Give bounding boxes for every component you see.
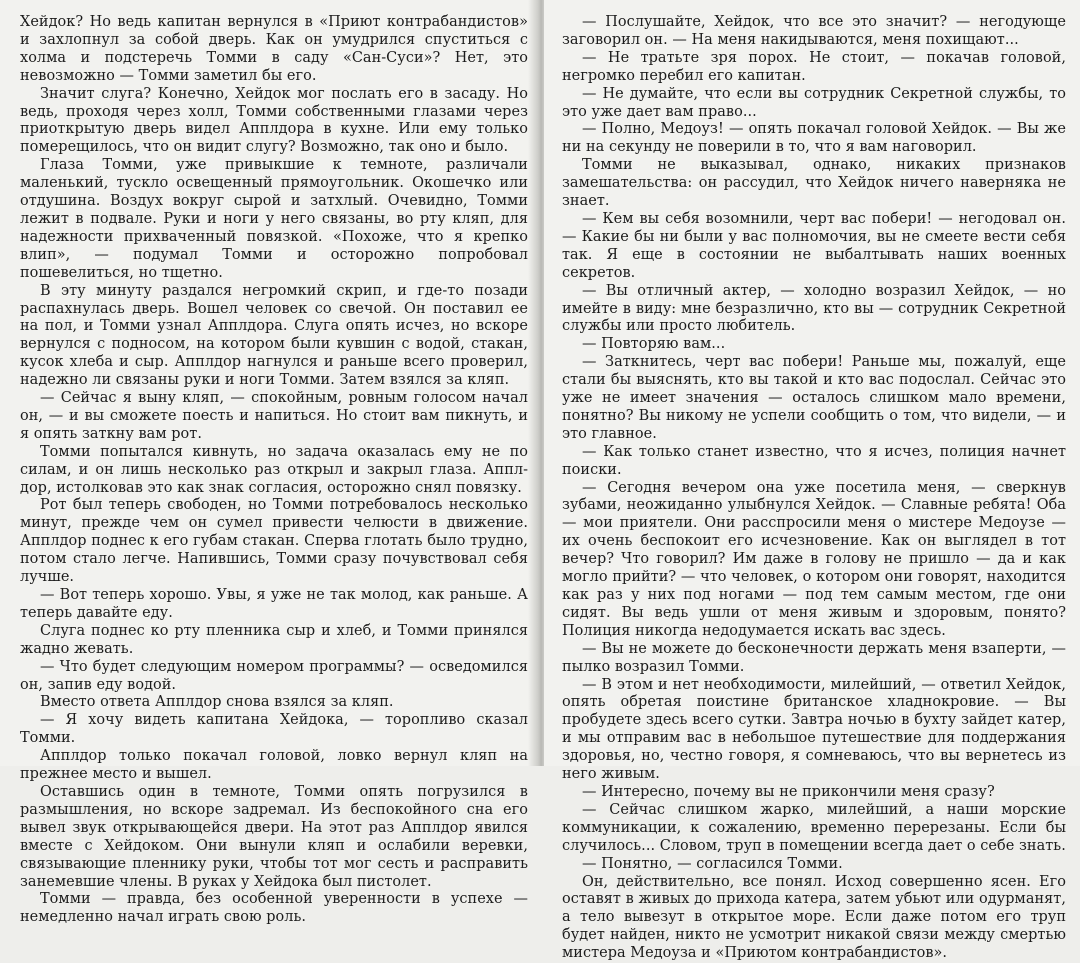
paragraph: — Повторяю вам... xyxy=(562,336,1066,354)
paragraph: — Полно, Медоуз! — опять покачал головой Хейдок. — Вы же ни на секунду не поверили в то, что я вам наговорил. xyxy=(562,121,1066,157)
paragraph: Томми — правда, без особенной уверенности в успехе — немедленно начал играть свою роль. xyxy=(20,891,528,927)
paragraph: — Не думайте, что если вы сотрудник Секретной службы, то это уже дает вам право... xyxy=(562,86,1066,122)
paragraph: В эту минуту раздался негромкий скрип, и где-то позади распахнулась дверь. Вошел человек со свечой. Он поставил ее на пол, и Томми узнал Апплдора. Слуга опять исчез, но вскоре вернулся с подносом, на котором были кувшин с водой, стакан, кусок хлеба и сыр. Апплдор нагнулся и раньше всего проверил, надежно ли связаны руки и ноги Томми. Затем взялся за кляп. xyxy=(20,283,528,390)
paragraph: — Не тратьте зря порох. Не стоит, — покачав головой, негромко перебил его капитан. xyxy=(562,50,1066,86)
paragraph: — Кем вы себя возомнили, черт вас побери! — негодовал он. — Какие бы ни были у вас полномочия, вы не смеете вести себя так. Я еще в состоянии не выбалтывать наших военных секретов. xyxy=(562,211,1066,283)
paragraph: Глаза Томми, уже привыкшие к темноте, различали маленький, тускло освещенный прямоугольник. Окошечко или отдушина. Воздух вокруг сырой и затхлый. Очевидно, Томми лежит в подвале. Руки и ноги у него связаны, во рту кляп, для надежности прихваченный повязкой. «Похоже, что я крепко влип», — подумал Томми и осторожно попробовал пошевелиться, но тщетно. xyxy=(20,157,528,282)
left-page xyxy=(0,0,536,766)
paragraph: — Сейчас слишком жарко, милейший, а наши морские коммуникации, к сожалению, временно перерезаны. Если бы случилось... Словом, труп в помещении всегда дает о себе знать. xyxy=(562,802,1066,856)
right-page xyxy=(544,0,1080,766)
paragraph: — Послушайте, Хейдок, что все это значит? — негодующе заговорил он. — На меня накидываются, меня похищают... xyxy=(562,14,1066,50)
paragraph: Он, действительно, все понял. Исход совершенно ясен. Его оставят в живых до прихода катера, затем убьют или одурманят, а тело вывезут в открытое море. Если даже потом его труп будет найден, никто не усмотрит никакой связи между смертью мистера Медоуза и «Приютом контрабандистов». xyxy=(562,874,1066,963)
paragraph: — Вы отличный актер, — холодно возразил Хейдок, — но имейте в виду: мне безразлично, кто вы — сотрудник Секретной службы или просто любитель. xyxy=(562,283,1066,337)
paragraph: — Сегодня вечером она уже посетила меня, — сверкнув зубами, неожиданно улыбнулся Хейдок. — Славные ребята! Оба — мои приятели. Они расспросили меня о мистере Медоузе — их очень беспокоит его исчезновение. Как он выглядел в тот вечер? Что говорил? Им даже в голову не пришло — да и как могло прийти? — что человек, о котором они говорят, находится как раз у них под ногами — под тем самым местом, где они сидят. Вы ведь ушли от меня живым и здоровым, понято? Полиция никогда недодумается искать вас здесь. xyxy=(562,480,1066,641)
paragraph: — Заткнитесь, черт вас побери! Раньше мы, пожалуй, еще стали бы выяснять, кто вы такой и кто вас подослал. Сейчас это уже не имеет значения — осталось слишком мало времени, понятно? Вы никому не успели сообщить о том, что видели, — и это главное. xyxy=(562,354,1066,444)
paragraph: Значит слуга? Конечно, Хейдок мог послать его в засаду. Но ведь, проходя через холл, Томми собственными глазами через приоткрытую дверь видел Апплдора в кухне. Или ему только померещилось, что он видит слугу? Возможно, так оно и было. xyxy=(20,86,528,158)
paragraph: Апплдор только покачал головой, ловко вернул кляп на прежнее место и вышел. xyxy=(20,748,528,784)
paragraph: — Сейчас я выну кляп, — спокойным, ровным голосом начал он, — и вы сможете поесть и напиться. Но стоит вам пикнуть, и я опять заткну вам рот. xyxy=(20,390,528,444)
paragraph: Вместо ответа Апплдор снова взялся за кляп. xyxy=(20,694,528,712)
paragraph: — Вот теперь хорошо. Увы, я уже не так молод, как раньше. А теперь давайте еду. xyxy=(20,587,528,623)
paragraph: — Как только станет известно, что я исчез, полиция начнет поиски. xyxy=(562,444,1066,480)
paragraph: Хейдок? Но ведь капитан вернулся в «Приют контрабандистов» и захлопнул за собой дверь. Как он умудрился спуститься с холма и подстеречь Томми в саду «Сан-Суси»? Нет, это невозможно — Томми заметил бы его. xyxy=(20,14,528,86)
paragraph: — Понятно, — согласился Томми. xyxy=(562,856,1066,874)
paragraph: — Интересно, почему вы не прикончили меня сразу? xyxy=(562,784,1066,802)
paragraph: — Вы не можете до бесконечности держать меня взаперти, — пылко возразил Томми. xyxy=(562,641,1066,677)
paragraph: Томми попытался кивнуть, но задача оказалась ему не по силам, и он лишь несколько раз открыл и закрыл глаза. Апплдор, истолковав это как знак согласия, осторожно снял повязку. xyxy=(20,444,528,498)
paragraph: — В этом и нет необходимости, милейший, — ответил Хейдок, опять обретая поистине британское хладнокровие. — Вы пробудете здесь всего сутки. Завтра ночью в бухту зайдет катер, и мы отправим вас в небольшое путешествие для поддержания здоровья, но, честно говоря, я сомневаюсь, что вы вернетесь из него живым. xyxy=(562,677,1066,784)
paragraph: — Я хочу видеть капитана Хейдока, — торопливо сказал Томми. xyxy=(20,712,528,748)
paragraph: Оставшись один в темноте, Томми опять погрузился в размышления, но вскоре задремал. Из беспокойного сна его вывел звук открывающейся двери. На этот раз Апплдор явился вместе с Хейдоком. Они вынули кляп и ослабили веревки, связывающие пленнику руки, чтобы тот мог сесть и расправить занемевшие члены. В руках у Хейдока был пистолет. xyxy=(20,784,528,891)
paragraph: — Что будет следующим номером программы? — осведомился он, запив еду водой. xyxy=(20,659,528,695)
paragraph: Слуга поднес ко рту пленника сыр и хлеб, и Томми принялся жадно жевать. xyxy=(20,623,528,659)
paragraph: Рот был теперь свободен, но Томми потребовалось несколько минут, прежде чем он сумел привести челюсти в движение. Апплдор поднес к его губам стакан. Сперва глотать было трудно, потом стало легче. Напившись, Томми сразу почувствовал себя лучше. xyxy=(20,497,528,587)
paragraph: Томми не выказывал, однако, никаких признаков замешательства: он рассудил, что Хейдок ничего наверняка не знает. xyxy=(562,157,1066,211)
